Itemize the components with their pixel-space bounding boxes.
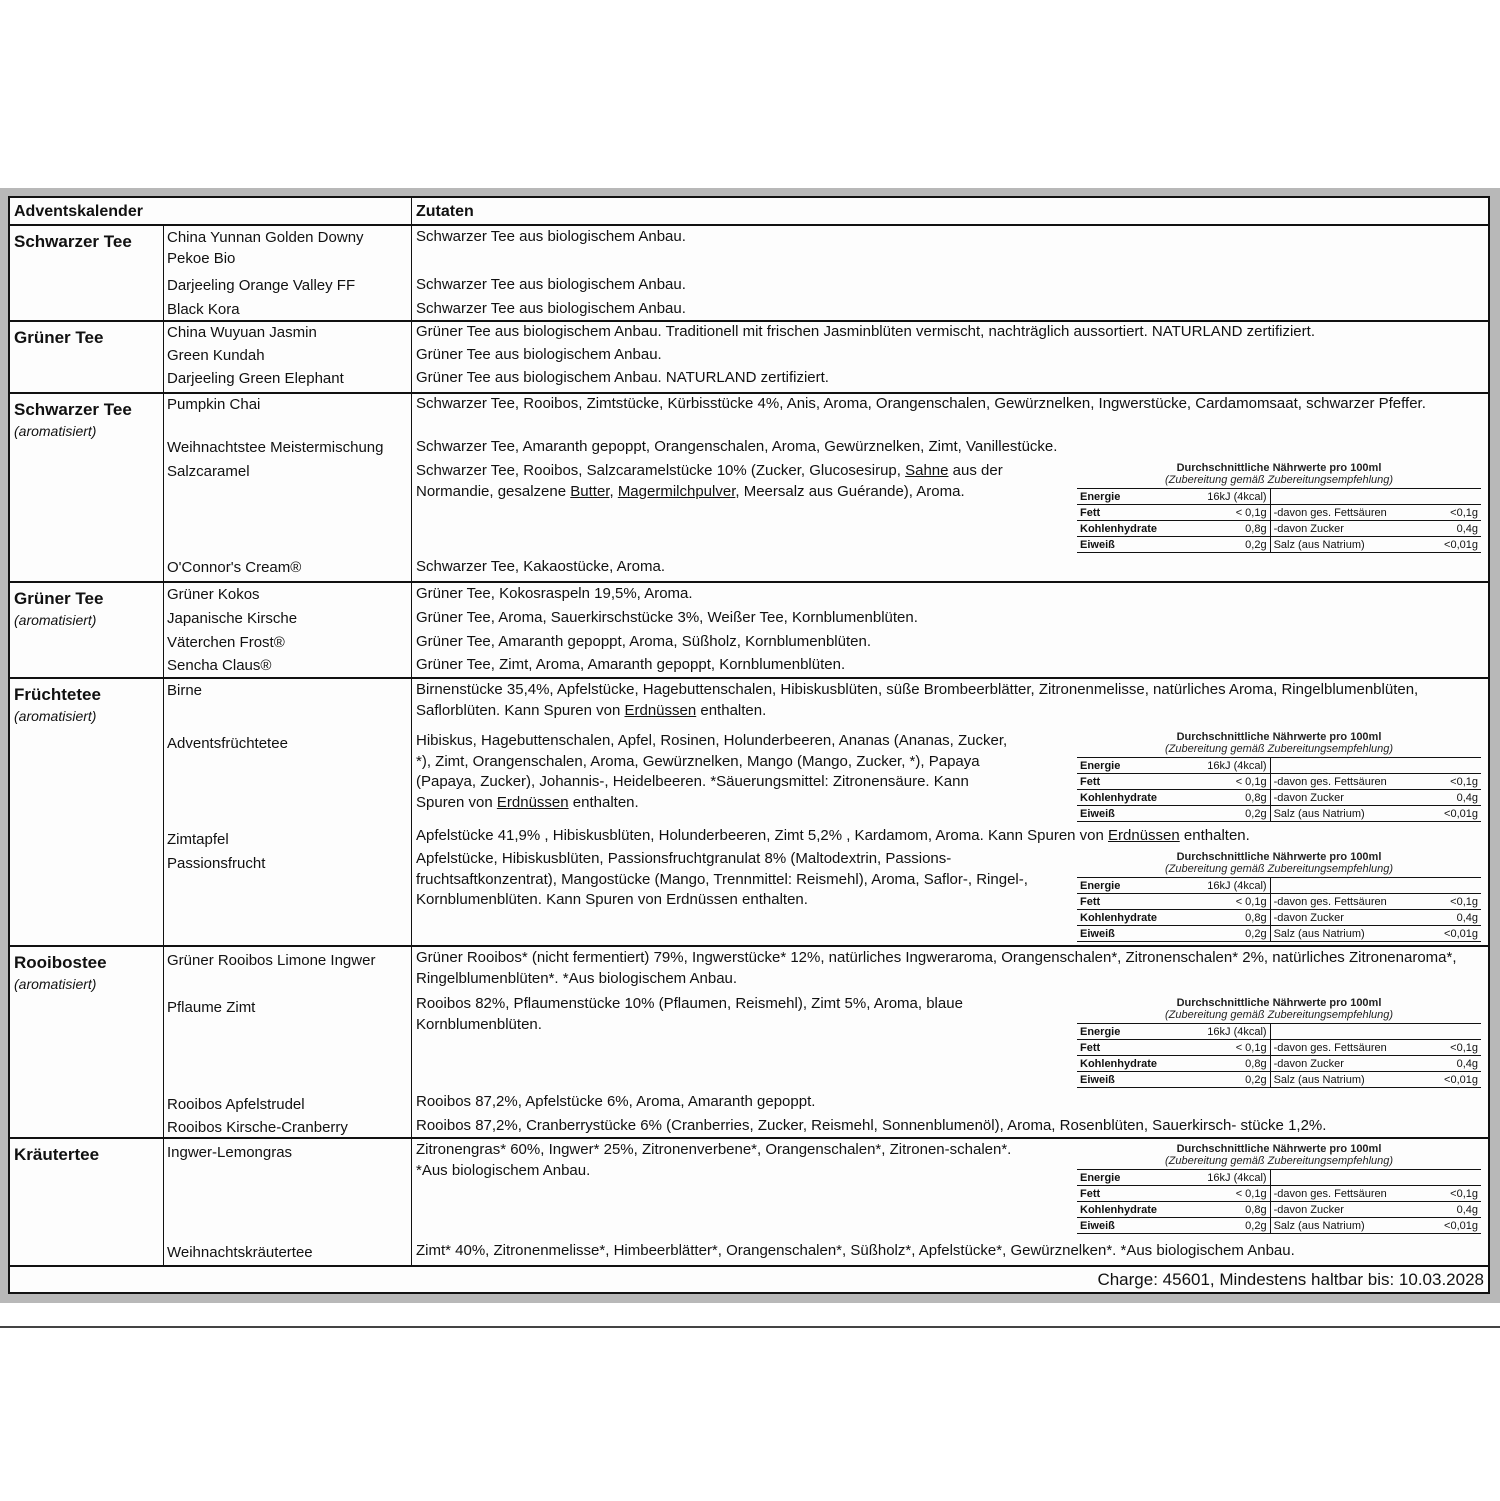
bottom-rule [0, 1326, 1500, 1328]
category-label: Schwarzer Tee (aromatisiert) [14, 400, 132, 439]
product-name: Rooibos Apfelstrudel [167, 1096, 305, 1113]
section-herbal-tea [10, 1139, 1488, 1267]
product-name: Grüner Kokos [167, 586, 260, 603]
ingredient-text: Grüner Tee, Amaranth gepoppt, Aroma, Süßholz, Kornblumenblüten. [416, 633, 871, 650]
ingredient-text: Rooibos 82%, Pflaumenstücke 10% (Pflaumen, Reismehl), Zimt 5%, Aroma, blaue Kornblumenblüten. [416, 995, 963, 1033]
product-name: Pumpkin Chai [167, 396, 261, 413]
nutrition-table: Energie 16kJ (4kcal) Fett < 0,1g -davon ges. Fettsäuren <0,1g Kohlenhydrate 0,8g -davon Zucker 0,4g Eiweiß 0,2g Salz (aus Natrium) <0,01g [1077, 877, 1481, 942]
section-black-tea-flavoured [10, 394, 1488, 583]
nutrition-table: Energie 16kJ (4kcal) Fett < 0,1g -davon ges. Fettsäuren <0,1g Kohlenhydrate 0,8g -davon Zucker 0,4g Eiweiß 0,2g Salz (aus Natrium) <0,01g [1077, 1169, 1481, 1234]
category-label: Kräutertee [14, 1145, 100, 1164]
ingredients-table [8, 196, 1490, 1294]
product-name: Väterchen Frost® [167, 634, 285, 651]
product-name: Green Kundah [167, 347, 265, 364]
table-header [10, 198, 1488, 226]
product-name: Japanische Kirsche [167, 610, 298, 627]
category-label: Früchtetee (aromatisiert) [14, 685, 101, 724]
ingredient-text: Grüner Tee aus biologischem Anbau. Traditionell mit frischen Jasminblüten vermischt, nachträglich aussortiert. NATURLAND zertifiziert. [416, 323, 1315, 340]
ingredient-text: Zitronengras* 60%, Ingwer* 25%, Zitronenverbene*, Orangenschalen*, Zitronen-schalen*. *Aus biologischem Anbau. [416, 1141, 1012, 1179]
ingredient-text: Grüner Tee, Kokosraspeln 19,5%, Aroma. [416, 585, 693, 602]
product-name: Salzcaramel [167, 463, 250, 480]
ingredient-text: Hibiskus, Hagebuttenschalen, Apfel, Rosinen, Holunderbeeren, Ananas (Ananas, Zucker, *), Zimt, Orangenschalen, Aroma, Gewürznelken, Mango (Mango, Zucker, *), Papaya (Papaya, Zucker), Johannis-, Heidelbeeren. *Säuerungsmittel: Zitronensäure. Kann Spuren von Erdnüssen enthalten. [416, 732, 1008, 811]
ingredient-text: Schwarzer Tee aus biologischem Anbau. [416, 276, 686, 293]
product-name: Weihnachtstee Meistermischung [167, 439, 384, 456]
section-green-tea-flavoured [10, 583, 1488, 679]
product-name: O'Connor's Cream® [167, 559, 302, 576]
ingredient-text: Schwarzer Tee, Amaranth gepoppt, Orangenschalen, Aroma, Gewürznelken, Zimt, Vanillestücke. [416, 438, 1058, 455]
section-black-tea [10, 226, 1488, 322]
ingredient-text: Apfelstücke 41,9% , Hibiskusblüten, Holunderbeeren, Zimt 5,2% , Kardamom, Aroma. Kann Spuren von Erdnüssen enthalten. [416, 827, 1250, 844]
product-name: Darjeeling Green Elephant [167, 370, 344, 387]
ingredient-text: Schwarzer Tee aus biologischem Anbau. [416, 300, 686, 317]
ingredient-text: Apfelstücke, Hibiskusblüten, Passionsfruchtgranulat 8% (Maltodextrin, Passions-fruchtsaftkonzentrat), Mangostücke (Mango, Trennmittel: Reismehl), Aroma, Saflor-, Ringel-, Kornblumenblüten. Kann Spuren von Erdnüssen enthalten. [416, 850, 1028, 908]
product-name: Passionsfrucht [167, 855, 266, 872]
batch-and-expiry: Charge: 45601, Mindestens haltbar bis: 10.03.2028 [1097, 1270, 1484, 1289]
section-green-tea [10, 322, 1488, 394]
nutrition-table: Energie 16kJ (4kcal) Fett < 0,1g -davon ges. Fettsäuren <0,1g Kohlenhydrate 0,8g -davon Zucker 0,4g Eiweiß 0,2g Salz (aus Natrium) <0,01g [1077, 757, 1481, 822]
product-name: Adventsfrüchtetee [167, 735, 288, 752]
header-ingredients: Zutaten [416, 203, 474, 220]
ingredient-text: Grüner Rooibos* (nicht fermentiert) 79%, Ingwerstücke* 12%, natürliches Ingweraroma, Orangenschalen*, Zitronenschalen* 2%, natürliches Zitronenaroma*, Ringelblumenblüten*. *Aus biologischem Anbau. [416, 949, 1457, 987]
product-name: Zimtapfel [167, 831, 229, 848]
section-fruit-tea [10, 679, 1488, 947]
category-label: Schwarzer Tee [14, 232, 132, 251]
section-rooibos-tea [10, 947, 1488, 1139]
product-name: Birne [167, 682, 203, 699]
product-name: Sencha Claus® [167, 657, 272, 674]
ingredient-text: Schwarzer Tee, Kakaostücke, Aroma. [416, 558, 666, 575]
product-name: Weihnachtskräutertee [167, 1244, 313, 1261]
product-name: Black Kora [167, 301, 240, 318]
ingredient-text: Schwarzer Tee aus biologischem Anbau. [416, 228, 686, 245]
footer-row [10, 1269, 1488, 1292]
ingredient-text: Schwarzer Tee, Rooibos, Zimtstücke, Kürbisstücke 4%, Anis, Aroma, Orangenschalen, Gewürznelken, Ingwerstücke, Cardamomsaat, schwarzer Pfeffer. [416, 395, 1426, 412]
ingredient-text: Grüner Tee, Aroma, Sauerkirschstücke 3%, Weißer Tee, Kornblumenblüten. [416, 609, 918, 626]
ingredient-text: Schwarzer Tee, Rooibos, Salzcaramelstücke 10% (Zucker, Glucosesirup, Sahne aus der Normandie, gesalzene Butter, Magermilchpulver, Meersalz aus Guérande), Aroma. [416, 462, 1003, 500]
product-name: China Wuyuan Jasmin [167, 324, 317, 341]
product-name: China Yunnan Golden Downy Pekoe Bio [167, 229, 364, 267]
product-name: Rooibos Kirsche-Cranberry [167, 1119, 348, 1136]
nutrition-table: Energie 16kJ (4kcal) Fett < 0,1g -davon ges. Fettsäuren <0,1g Kohlenhydrate 0,8g -davon Zucker 0,4g Eiweiß 0,2g Salz (aus Natrium) <0,01g [1077, 488, 1481, 553]
ingredient-text: Rooibos 87,2%, Apfelstücke 6%, Aroma, Amaranth gepoppt. [416, 1093, 816, 1110]
nutrition-box: Durchschnittliche Nährwerte pro 100ml (Zubereitung gemäß Zubereitungsempfehlung) Energie 16kJ (4kcal) Fett < 0,1g -davon ges. Fettsäuren <0,1g Kohlenhydrate 0,8g -davon Zucker 0,4g Eiweiß 0,2g Salz (aus Natrium) <0,01g [1077, 1143, 1481, 1234]
header-calendar: Adventskalender [14, 203, 143, 220]
ingredient-text: Grüner Tee aus biologischem Anbau. NATURLAND zertifiziert. [416, 369, 829, 386]
nutrition-table: Energie 16kJ (4kcal) Fett < 0,1g -davon ges. Fettsäuren <0,1g Kohlenhydrate 0,8g -davon Zucker 0,4g Eiweiß 0,2g Salz (aus Natrium) <0,01g [1077, 1023, 1481, 1088]
product-name: Grüner Rooibos Limone Ingwer [167, 952, 376, 969]
label-sheet [8, 196, 1490, 1294]
ingredient-text: Birnenstücke 35,4%, Apfelstücke, Hagebuttenschalen, Hibiskusblüten, süße Brombeerblätter, Zitronenmelisse, natürliches Aroma, Ringelblumenblüten, Saflorblüten. Kann Spuren von Erdnüssen enthalten. [416, 681, 1419, 719]
nutrition-box: Durchschnittliche Nährwerte pro 100ml (Zubereitung gemäß Zubereitungsempfehlung) Energie 16kJ (4kcal) Fett < 0,1g -davon ges. Fettsäuren <0,1g Kohlenhydrate 0,8g -davon Zucker 0,4g Eiweiß 0,2g Salz (aus Natrium) <0,01g [1077, 731, 1481, 822]
ingredient-text: Grüner Tee, Zimt, Aroma, Amaranth gepoppt, Kornblumenblüten. [416, 656, 846, 673]
category-label: Grüner Tee [14, 328, 104, 347]
product-name: Darjeeling Orange Valley FF [167, 277, 356, 294]
nutrition-box: Durchschnittliche Nährwerte pro 100ml (Zubereitung gemäß Zubereitungsempfehlung) Energie 16kJ (4kcal) Fett < 0,1g -davon ges. Fettsäuren <0,1g Kohlenhydrate 0,8g -davon Zucker 0,4g Eiweiß 0,2g Salz (aus Natrium) <0,01g [1077, 997, 1481, 1088]
ingredient-text: Zimt* 40%, Zitronenmelisse*, Himbeerblätter*, Orangenschalen*, Süßholz*, Apfelstücke*, Gewürznelken*. *Aus biologischem Anbau. [416, 1242, 1295, 1259]
product-name: Pflaume Zimt [167, 999, 256, 1016]
ingredient-text: Rooibos 87,2%, Cranberrystücke 6% (Cranberries, Zucker, Reismehl, Sonnenblumenöl), Aroma, Rosenblüten, Sauerkirsch- stücke 1,2%. [416, 1117, 1327, 1134]
category-label: Grüner Tee (aromatisiert) [14, 589, 104, 628]
nutrition-box: Durchschnittliche Nährwerte pro 100ml (Zubereitung gemäß Zubereitungsempfehlung) Energie 16kJ (4kcal) Fett < 0,1g -davon ges. Fettsäuren <0,1g Kohlenhydrate 0,8g -davon Zucker 0,4g Eiweiß 0,2g Salz (aus Natrium) <0,01g [1077, 462, 1481, 553]
product-name: Ingwer-Lemongras [167, 1144, 293, 1161]
category-label: Rooibostee (aromatisiert) [14, 953, 107, 992]
nutrition-box: Durchschnittliche Nährwerte pro 100ml (Zubereitung gemäß Zubereitungsempfehlung) Energie 16kJ (4kcal) Fett < 0,1g -davon ges. Fettsäuren <0,1g Kohlenhydrate 0,8g -davon Zucker 0,4g Eiweiß 0,2g Salz (aus Natrium) <0,01g [1077, 851, 1481, 942]
ingredient-text: Grüner Tee aus biologischem Anbau. [416, 346, 662, 363]
